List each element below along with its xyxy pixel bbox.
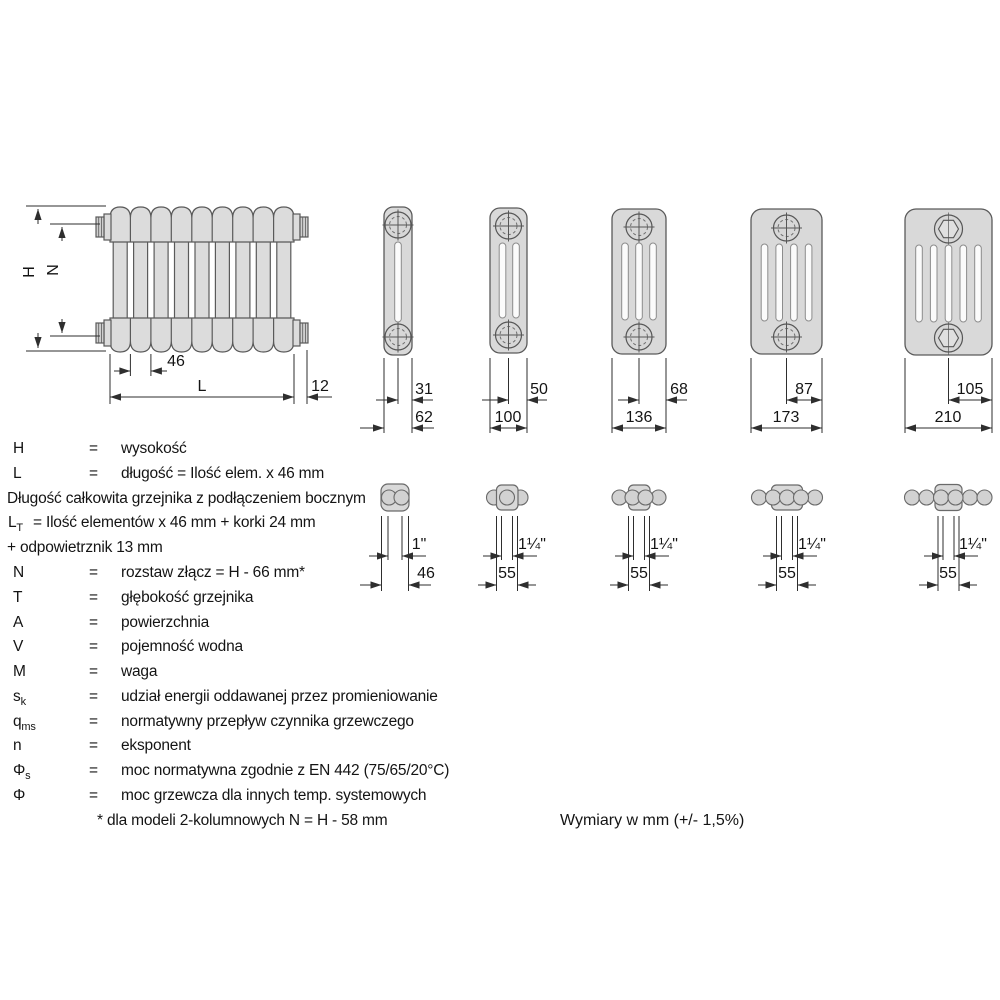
legend-symbol: $s_k$: [13, 688, 26, 709]
legend-row: [0, 713, 600, 735]
legend-symbol: Φ: [13, 787, 26, 804]
legend-text: Długość całkowita grzejnika z podłączeniem bocznym: [7, 490, 366, 507]
legend-row: [0, 564, 600, 586]
dim-label-L: L: [197, 378, 207, 395]
legend-row: [0, 663, 600, 685]
legend-symbol: N: [13, 564, 24, 581]
legend-text: pojemność wodna: [121, 638, 243, 655]
legend-row: [0, 589, 600, 611]
dim-label-hub-width: 55: [498, 565, 516, 582]
dim-label-hub-width: 55: [778, 565, 796, 582]
legend-equals: =: [89, 762, 98, 779]
legend-text: * dla modeli 2-kolumnowych N = H - 58 mm: [97, 812, 388, 829]
dim-label-half-depth: 87: [795, 381, 813, 398]
legend-equals: =: [89, 440, 98, 457]
legend-equals: =: [89, 688, 98, 705]
legend-row: [0, 762, 600, 784]
legend-row: [0, 688, 600, 710]
dim-label-depth: 210: [934, 409, 962, 426]
legend-text: głębokość grzejnika: [121, 589, 254, 606]
legend-text: wysokość: [121, 440, 187, 457]
dim-label-thread: 1¼": [518, 536, 546, 553]
dim-label-pitch: 46: [167, 353, 185, 370]
legend-row: [0, 514, 600, 536]
legend-symbol: n: [13, 737, 22, 754]
legend-equals: =: [89, 787, 98, 804]
dim-label-depth: 136: [625, 409, 653, 426]
dim-label-hub-width: 55: [630, 565, 648, 582]
legend-text: eksponent: [121, 737, 191, 754]
dim-label-half-depth: 31: [415, 381, 433, 398]
dim-label-half-depth: 50: [530, 381, 548, 398]
dim-label-depth: 173: [772, 409, 800, 426]
legend-symbol: A: [13, 614, 24, 631]
legend-text: moc normatywna zgodnie z EN 442 (75/65/20°C): [121, 762, 450, 779]
legend-row: [0, 614, 600, 636]
legend-text: długość = Ilość elem. x 46 mm: [121, 465, 325, 482]
legend-text: udział energii oddawanej przez promieniowanie: [121, 688, 438, 705]
dim-label-N: N: [45, 264, 62, 276]
legend-row: [0, 638, 600, 660]
dim-label-H: H: [21, 266, 38, 278]
legend-equals: =: [89, 663, 98, 680]
legend-row: [0, 737, 600, 759]
legend-symbol: V: [13, 638, 24, 655]
dim-label-thread: 1¼": [650, 536, 678, 553]
legend-symbol: M: [13, 663, 26, 680]
legend-equals: =: [89, 614, 98, 631]
dim-label-half-depth: 105: [956, 381, 984, 398]
legend-equals: =: [89, 589, 98, 606]
legend-text: powierzchnia: [121, 614, 210, 631]
legend-symbol: L: [13, 465, 22, 482]
legend-row-footnote: [0, 812, 600, 834]
dim-label-12: 12: [311, 378, 329, 395]
dimensions-note: Wymiary w mm (+/- 1,5%): [560, 812, 745, 829]
dim-label-thread: 1¼": [798, 536, 826, 553]
dim-label-depth: 100: [494, 409, 522, 426]
legend-symbol: H: [13, 440, 24, 457]
dim-label-depth: 62: [415, 409, 433, 426]
legend-text: rozstaw złącz = H - 66 mm*: [121, 564, 305, 581]
dim-label-hub-width: 46: [417, 565, 435, 582]
dim-label-hub-width: 55: [939, 565, 957, 582]
dim-label-thread: 1": [411, 536, 427, 553]
legend-equals: =: [89, 465, 98, 482]
legend-symbol: $\Phi_s$: [13, 762, 31, 783]
legend-text: waga: [121, 663, 158, 680]
legend-text: normatywny przepływ czynnika grzewczego: [121, 713, 414, 730]
legend-symbol: T: [13, 589, 23, 606]
legend-row: [0, 465, 600, 487]
legend-row: [0, 440, 600, 462]
legend-text: = Ilość elementów x 46 mm + korki 24 mm: [33, 514, 316, 531]
dim-label-half-depth: 68: [670, 381, 688, 398]
legend-equals: =: [89, 638, 98, 655]
dim-label-thread: 1¼": [959, 536, 987, 553]
legend-equals: =: [89, 737, 98, 754]
legend-symbol: $L_T$: [8, 514, 23, 535]
legend-row: [0, 490, 600, 512]
legend-row: [0, 787, 600, 809]
legend-equals: =: [89, 564, 98, 581]
legend-text: moc grzewcza dla innych temp. systemowych: [121, 787, 427, 804]
legend-symbol: $q_{ms}$: [13, 713, 36, 734]
legend-row: [0, 539, 600, 561]
legend-text: + odpowietrznik 13 mm: [7, 539, 163, 556]
legend-equals: =: [89, 713, 98, 730]
